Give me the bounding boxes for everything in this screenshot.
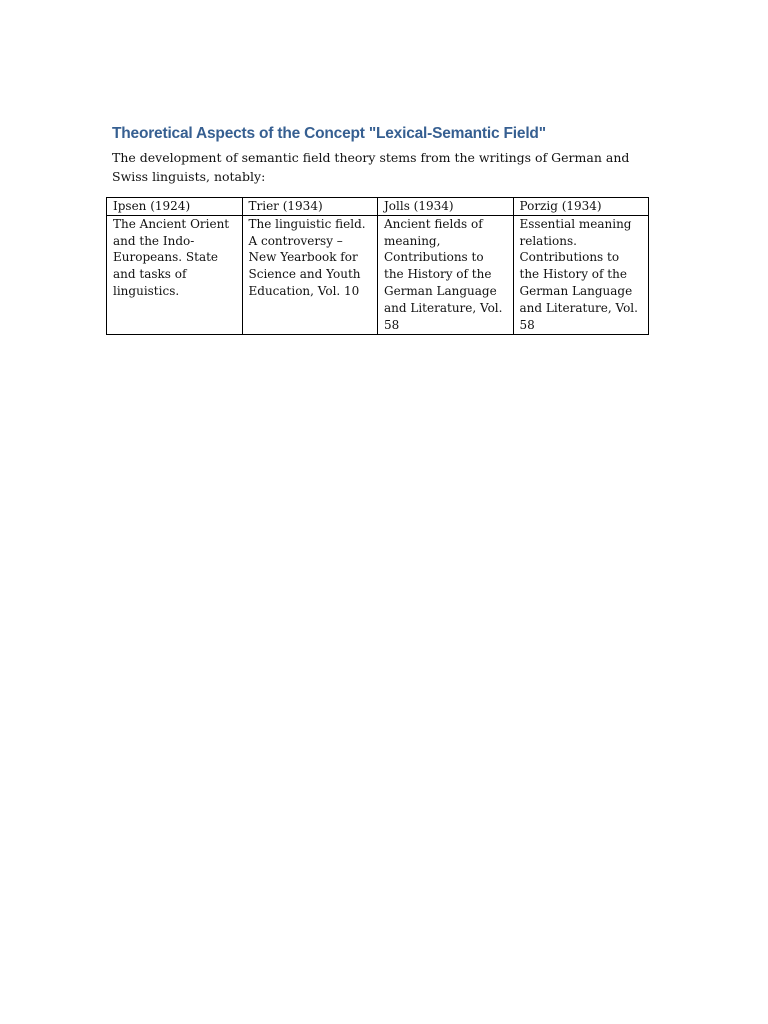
- header-porzig: Porzig (1934): [513, 198, 649, 216]
- references-table: [106, 197, 649, 335]
- cell-trier-work: The linguistic field. A controversy – New Yearbook for Science and Youth Education, Vol. 10: [242, 215, 378, 335]
- header-jolls: Jolls (1934): [378, 198, 514, 216]
- cell-jolls-work: Ancient fields of meaning, Contributions to the History of the German Language and Literature, Vol. 58: [378, 215, 514, 335]
- cell-ipsen-work: The Ancient Orient and the Indo-Europeans. State and tasks of linguistics.: [107, 215, 243, 335]
- header-trier: Trier (1934): [242, 198, 378, 216]
- document-body: [106, 124, 651, 335]
- intro-paragraph: The development of semantic field theory stems from the writings of German and Swiss linguists, notably:: [112, 150, 630, 184]
- header-ipsen: Ipsen (1924): [107, 198, 243, 216]
- cell-porzig-work: Essential meaning relations. Contributions to the History of the German Language and Literature, Vol. 58: [513, 215, 649, 335]
- table-row: [107, 215, 649, 335]
- document-title: Theoretical Aspects of the Concept "Lexical-Semantic Field": [112, 125, 546, 142]
- table-header-row: [107, 198, 649, 216]
